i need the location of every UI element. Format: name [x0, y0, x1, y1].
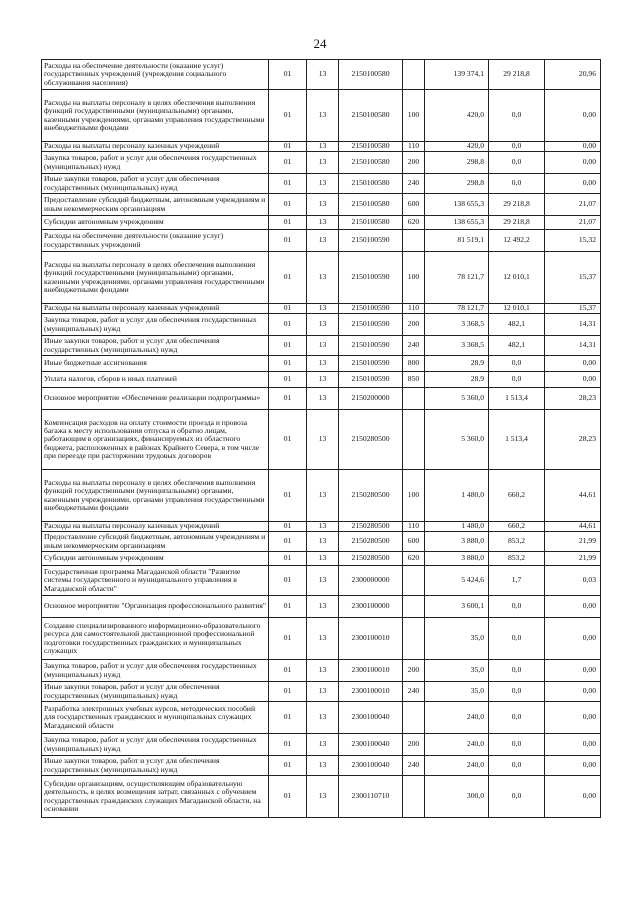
plan-cell: 5 360,0 — [425, 410, 489, 470]
podrazdel-cell: 13 — [307, 776, 339, 818]
vr-cell — [403, 60, 425, 90]
plan-cell: 3 368,5 — [425, 314, 489, 336]
table-row — [42, 216, 601, 230]
razdel-cell: 01 — [269, 552, 307, 566]
fact-cell: 660,2 — [489, 470, 545, 522]
row-name-cell: Закупка товаров, работ и услуг для обеспечения государственных (муниципальных) нужд — [42, 314, 269, 336]
row-name-cell: Расходы на выплаты персоналу в целях обеспечения выполнения функций государственными (муниципальными) органами, казенными учреждениями, органами управления государственными внебюджетными фондами — [42, 470, 269, 522]
table-row — [42, 734, 601, 756]
csr-cell: 2150100580 — [339, 174, 403, 194]
table-row — [42, 142, 601, 152]
vr-cell: 240 — [403, 756, 425, 776]
plan-cell: 298,8 — [425, 152, 489, 174]
podrazdel-cell: 13 — [307, 372, 339, 388]
csr-cell: 2150100580 — [339, 216, 403, 230]
podrazdel-cell: 13 — [307, 682, 339, 702]
percent-cell: 21,99 — [545, 552, 601, 566]
fact-cell: 0,0 — [489, 776, 545, 818]
fact-cell: 0,0 — [489, 702, 545, 734]
row-name-cell: Расходы на выплаты персоналу в целях обеспечения выполнения функций государственными (муниципальными) органами, казенными учреждениями, органами управления государственными внебюджетными фондами — [42, 90, 269, 142]
table-row — [42, 522, 601, 532]
percent-cell: 15,37 — [545, 304, 601, 314]
csr-cell: 2150100580 — [339, 142, 403, 152]
razdel-cell: 01 — [269, 756, 307, 776]
podrazdel-cell: 13 — [307, 410, 339, 470]
csr-cell: 2150100580 — [339, 194, 403, 216]
row-name-cell: Предоставление субсидий бюджетным, автономным учреждениям и иным некоммерческим организациям — [42, 194, 269, 216]
podrazdel-cell: 13 — [307, 252, 339, 304]
percent-cell: 0,00 — [545, 702, 601, 734]
percent-cell: 21,07 — [545, 194, 601, 216]
plan-cell: 3 880,0 — [425, 532, 489, 552]
razdel-cell: 01 — [269, 660, 307, 682]
percent-cell: 15,32 — [545, 230, 601, 252]
table-row — [42, 304, 601, 314]
fact-cell: 0,0 — [489, 152, 545, 174]
row-name-cell: Государственная программа Магаданской области "Развитие системы государственного и муниципального управления в Магаданской области" — [42, 566, 269, 596]
fact-cell: 0,0 — [489, 356, 545, 372]
podrazdel-cell: 13 — [307, 90, 339, 142]
fact-cell: 1 513,4 — [489, 388, 545, 410]
row-name-cell: Закупка товаров, работ и услуг для обеспечения государственных (муниципальных) нужд — [42, 734, 269, 756]
table-row — [42, 566, 601, 596]
razdel-cell: 01 — [269, 174, 307, 194]
fact-cell: 0,0 — [489, 734, 545, 756]
razdel-cell: 01 — [269, 152, 307, 174]
percent-cell: 28,23 — [545, 388, 601, 410]
csr-cell: 2300100040 — [339, 734, 403, 756]
vr-cell: 200 — [403, 734, 425, 756]
vr-cell: 100 — [403, 252, 425, 304]
table-row — [42, 174, 601, 194]
fact-cell: 0,0 — [489, 372, 545, 388]
percent-cell: 28,23 — [545, 410, 601, 470]
csr-cell: 2150100580 — [339, 90, 403, 142]
fact-cell: 29 218,8 — [489, 216, 545, 230]
plan-cell: 138 655,3 — [425, 216, 489, 230]
fact-cell: 0,0 — [489, 618, 545, 660]
vr-cell: 200 — [403, 152, 425, 174]
row-name-cell: Расходы на обеспечение деятельности (оказание услуг) государственных учреждений (учреждения социального обслуживания населения) — [42, 60, 269, 90]
row-name-cell: Закупка товаров, работ и услуг для обеспечения государственных (муниципальных) нужд — [42, 660, 269, 682]
row-name-cell: Расходы на выплаты персоналу казенных учреждений — [42, 304, 269, 314]
fact-cell: 660,2 — [489, 522, 545, 532]
plan-cell: 300,0 — [425, 776, 489, 818]
fact-cell: 1,7 — [489, 566, 545, 596]
row-name-cell: Уплата налогов, сборов и иных платежей — [42, 372, 269, 388]
podrazdel-cell: 13 — [307, 660, 339, 682]
podrazdel-cell: 13 — [307, 194, 339, 216]
vr-cell: 600 — [403, 194, 425, 216]
plan-cell: 28,9 — [425, 372, 489, 388]
podrazdel-cell: 13 — [307, 60, 339, 90]
razdel-cell: 01 — [269, 734, 307, 756]
table-row — [42, 660, 601, 682]
podrazdel-cell: 13 — [307, 152, 339, 174]
row-name-cell: Иные закупки товаров, работ и услуг для обеспечения государственных (муниципальных) нужд — [42, 336, 269, 356]
razdel-cell: 01 — [269, 90, 307, 142]
vr-cell: 620 — [403, 216, 425, 230]
percent-cell: 0,00 — [545, 682, 601, 702]
plan-cell: 3 368,5 — [425, 336, 489, 356]
percent-cell: 0,00 — [545, 142, 601, 152]
csr-cell: 2300100010 — [339, 682, 403, 702]
table-row — [42, 388, 601, 410]
row-name-cell: Предоставление субсидий бюджетным, автономным учреждениям и иным некоммерческим организациям — [42, 532, 269, 552]
csr-cell: 2150280500 — [339, 410, 403, 470]
percent-cell: 0,00 — [545, 356, 601, 372]
table-row — [42, 702, 601, 734]
razdel-cell: 01 — [269, 372, 307, 388]
table-row — [42, 470, 601, 522]
podrazdel-cell: 13 — [307, 470, 339, 522]
csr-cell: 2150280500 — [339, 522, 403, 532]
page-number: 24 — [313, 36, 327, 51]
vr-cell: 240 — [403, 174, 425, 194]
row-name-cell: Основное мероприятие "Организация профессионального развития" — [42, 596, 269, 618]
vr-cell: 600 — [403, 532, 425, 552]
csr-cell: 2300110710 — [339, 776, 403, 818]
podrazdel-cell: 13 — [307, 618, 339, 660]
plan-cell: 81 519,1 — [425, 230, 489, 252]
razdel-cell: 01 — [269, 682, 307, 702]
percent-cell: 14,31 — [545, 336, 601, 356]
plan-cell: 35,0 — [425, 682, 489, 702]
csr-cell: 2150100580 — [339, 152, 403, 174]
table-row — [42, 60, 601, 90]
row-name-cell: Расходы на выплаты персоналу казенных учреждений — [42, 142, 269, 152]
podrazdel-cell: 13 — [307, 596, 339, 618]
csr-cell: 2300100010 — [339, 660, 403, 682]
row-name-cell: Субсидии организациям, осуществляющим образовательную деятельность, в целях возмещения затрат, связанных с обучением государственных гражданских служащих Магаданской области, на основании — [42, 776, 269, 818]
row-name-cell: Иные бюджетные ассигнования — [42, 356, 269, 372]
table-row — [42, 682, 601, 702]
table-row — [42, 756, 601, 776]
fact-cell: 12 010,1 — [489, 252, 545, 304]
percent-cell: 0,03 — [545, 566, 601, 596]
vr-cell: 200 — [403, 660, 425, 682]
fact-cell: 0,0 — [489, 596, 545, 618]
table-row — [42, 356, 601, 372]
vr-cell — [403, 230, 425, 252]
vr-cell: 110 — [403, 522, 425, 532]
podrazdel-cell: 13 — [307, 532, 339, 552]
row-name-cell: Расходы на обеспечение деятельности (оказание услуг) государственных учреждений — [42, 230, 269, 252]
plan-cell: 78 121,7 — [425, 304, 489, 314]
table-row — [42, 230, 601, 252]
vr-cell: 110 — [403, 142, 425, 152]
vr-cell: 620 — [403, 552, 425, 566]
plan-cell: 240,0 — [425, 702, 489, 734]
percent-cell: 0,00 — [545, 756, 601, 776]
razdel-cell: 01 — [269, 142, 307, 152]
csr-cell: 2150100590 — [339, 304, 403, 314]
plan-cell: 298,8 — [425, 174, 489, 194]
table-row — [42, 90, 601, 142]
razdel-cell: 01 — [269, 252, 307, 304]
csr-cell: 2300100040 — [339, 702, 403, 734]
row-name-cell: Субсидии автономным учреждениям — [42, 552, 269, 566]
podrazdel-cell: 13 — [307, 314, 339, 336]
percent-cell: 0,00 — [545, 174, 601, 194]
vr-cell — [403, 388, 425, 410]
csr-cell: 2150280500 — [339, 532, 403, 552]
plan-cell: 35,0 — [425, 618, 489, 660]
podrazdel-cell: 13 — [307, 304, 339, 314]
percent-cell: 0,00 — [545, 152, 601, 174]
table-row — [42, 194, 601, 216]
razdel-cell: 01 — [269, 596, 307, 618]
plan-cell: 240,0 — [425, 734, 489, 756]
fact-cell: 853,2 — [489, 552, 545, 566]
csr-cell: 2150100590 — [339, 230, 403, 252]
table-row — [42, 314, 601, 336]
razdel-cell: 01 — [269, 60, 307, 90]
percent-cell: 14,31 — [545, 314, 601, 336]
plan-cell: 139 374,1 — [425, 60, 489, 90]
table-row — [42, 372, 601, 388]
fact-cell: 12 492,2 — [489, 230, 545, 252]
razdel-cell: 01 — [269, 776, 307, 818]
plan-cell: 1 480,0 — [425, 522, 489, 532]
percent-cell: 21,99 — [545, 532, 601, 552]
percent-cell: 15,37 — [545, 252, 601, 304]
podrazdel-cell: 13 — [307, 552, 339, 566]
razdel-cell: 01 — [269, 216, 307, 230]
razdel-cell: 01 — [269, 314, 307, 336]
razdel-cell: 01 — [269, 566, 307, 596]
row-name-cell: Иные закупки товаров, работ и услуг для обеспечения государственных (муниципальных) нужд — [42, 756, 269, 776]
razdel-cell: 01 — [269, 356, 307, 372]
percent-cell: 0,00 — [545, 660, 601, 682]
fact-cell: 0,0 — [489, 174, 545, 194]
fact-cell: 0,0 — [489, 90, 545, 142]
table-body — [42, 60, 601, 818]
podrazdel-cell: 13 — [307, 216, 339, 230]
row-name-cell: Расходы на выплаты персоналу казенных учреждений — [42, 522, 269, 532]
fact-cell: 0,0 — [489, 682, 545, 702]
fact-cell: 482,1 — [489, 314, 545, 336]
plan-cell: 420,0 — [425, 142, 489, 152]
csr-cell: 2300100000 — [339, 596, 403, 618]
podrazdel-cell: 13 — [307, 734, 339, 756]
plan-cell: 420,0 — [425, 90, 489, 142]
plan-cell: 1 480,0 — [425, 470, 489, 522]
csr-cell: 2150280500 — [339, 552, 403, 566]
plan-cell: 35,0 — [425, 660, 489, 682]
vr-cell — [403, 596, 425, 618]
razdel-cell: 01 — [269, 522, 307, 532]
fact-cell: 1 513,4 — [489, 410, 545, 470]
csr-cell: 2150200000 — [339, 388, 403, 410]
vr-cell — [403, 566, 425, 596]
vr-cell: 110 — [403, 304, 425, 314]
vr-cell: 240 — [403, 336, 425, 356]
razdel-cell: 01 — [269, 410, 307, 470]
podrazdel-cell: 13 — [307, 522, 339, 532]
csr-cell: 2150100590 — [339, 252, 403, 304]
razdel-cell: 01 — [269, 702, 307, 734]
podrazdel-cell: 13 — [307, 756, 339, 776]
row-name-cell: Расходы на выплаты персоналу в целях обеспечения выполнения функций государственными (муниципальными) органами, казенными учреждениями, органами управления государственными внебюджетными фондами — [42, 252, 269, 304]
podrazdel-cell: 13 — [307, 142, 339, 152]
budget-table — [41, 59, 601, 818]
csr-cell: 2150280500 — [339, 470, 403, 522]
percent-cell: 0,00 — [545, 596, 601, 618]
podrazdel-cell: 13 — [307, 230, 339, 252]
percent-cell: 0,00 — [545, 776, 601, 818]
table-row — [42, 336, 601, 356]
podrazdel-cell: 13 — [307, 566, 339, 596]
fact-cell: 29 218,8 — [489, 194, 545, 216]
plan-cell: 5 424,6 — [425, 566, 489, 596]
percent-cell: 21,07 — [545, 216, 601, 230]
csr-cell: 2300100040 — [339, 756, 403, 776]
csr-cell: 2150100580 — [339, 60, 403, 90]
percent-cell: 44,61 — [545, 522, 601, 532]
vr-cell: 850 — [403, 372, 425, 388]
plan-cell: 28,9 — [425, 356, 489, 372]
podrazdel-cell: 13 — [307, 356, 339, 372]
fact-cell: 0,0 — [489, 142, 545, 152]
podrazdel-cell: 13 — [307, 174, 339, 194]
table-row — [42, 776, 601, 818]
percent-cell: 0,00 — [545, 618, 601, 660]
percent-cell: 0,00 — [545, 372, 601, 388]
percent-cell: 0,00 — [545, 734, 601, 756]
vr-cell: 100 — [403, 470, 425, 522]
table-row — [42, 152, 601, 174]
table-row — [42, 410, 601, 470]
razdel-cell: 01 — [269, 304, 307, 314]
percent-cell: 44,61 — [545, 470, 601, 522]
row-name-cell: Субсидии автономным учреждениям — [42, 216, 269, 230]
vr-cell — [403, 702, 425, 734]
row-name-cell: Закупка товаров, работ и услуг для обеспечения государственных (муниципальных) нужд — [42, 152, 269, 174]
row-name-cell: Основное мероприятие «Обеспечение реализации подпрограммы» — [42, 388, 269, 410]
razdel-cell: 01 — [269, 388, 307, 410]
csr-cell: 2150100590 — [339, 336, 403, 356]
vr-cell: 240 — [403, 682, 425, 702]
plan-cell: 3 880,0 — [425, 552, 489, 566]
podrazdel-cell: 13 — [307, 702, 339, 734]
vr-cell — [403, 410, 425, 470]
table-row — [42, 552, 601, 566]
table-row — [42, 252, 601, 304]
fact-cell: 12 010,1 — [489, 304, 545, 314]
row-name-cell: Иные закупки товаров, работ и услуг для обеспечения государственных (муниципальных) нужд — [42, 174, 269, 194]
razdel-cell: 01 — [269, 230, 307, 252]
row-name-cell: Разработка электронных учебных курсов, методических пособий для государственных гражданских и муниципальных служащих Магаданской области — [42, 702, 269, 734]
vr-cell: 200 — [403, 314, 425, 336]
fact-cell: 482,1 — [489, 336, 545, 356]
plan-cell: 78 121,7 — [425, 252, 489, 304]
podrazdel-cell: 13 — [307, 388, 339, 410]
fact-cell: 0,0 — [489, 660, 545, 682]
vr-cell — [403, 618, 425, 660]
row-name-cell: Иные закупки товаров, работ и услуг для обеспечения государственных (муниципальных) нужд — [42, 682, 269, 702]
percent-cell: 0,00 — [545, 90, 601, 142]
plan-cell: 138 655,3 — [425, 194, 489, 216]
csr-cell: 2150100590 — [339, 372, 403, 388]
csr-cell: 2300100010 — [339, 618, 403, 660]
table-row — [42, 596, 601, 618]
razdel-cell: 01 — [269, 336, 307, 356]
table-row — [42, 532, 601, 552]
plan-cell: 5 360,0 — [425, 388, 489, 410]
razdel-cell: 01 — [269, 194, 307, 216]
percent-cell: 20,96 — [545, 60, 601, 90]
vr-cell: 100 — [403, 90, 425, 142]
plan-cell: 3 600,1 — [425, 596, 489, 618]
razdel-cell: 01 — [269, 470, 307, 522]
fact-cell: 29 218,8 — [489, 60, 545, 90]
podrazdel-cell: 13 — [307, 336, 339, 356]
fact-cell: 0,0 — [489, 756, 545, 776]
fact-cell: 853,2 — [489, 532, 545, 552]
razdel-cell: 01 — [269, 618, 307, 660]
row-name-cell: Компенсация расходов на оплату стоимости проезда и провоза багажа к месту использования отпуска и обратно лицам, работающим в организациях, финансируемых из областного бюджета, расположенных в районах Крайнего Севера, в том числе при переезде при расторжении трудовых договоров — [42, 410, 269, 470]
vr-cell — [403, 776, 425, 818]
csr-cell: 2300000000 — [339, 566, 403, 596]
razdel-cell: 01 — [269, 532, 307, 552]
table-row — [42, 618, 601, 660]
row-name-cell: Создание специализированного информационно-образовательного ресурса для самостоятельной дистанционной профессиональной подготовки государственных гражданских и муниципальных служащих — [42, 618, 269, 660]
plan-cell: 240,0 — [425, 756, 489, 776]
csr-cell: 2150100590 — [339, 356, 403, 372]
vr-cell: 800 — [403, 356, 425, 372]
csr-cell: 2150100590 — [339, 314, 403, 336]
